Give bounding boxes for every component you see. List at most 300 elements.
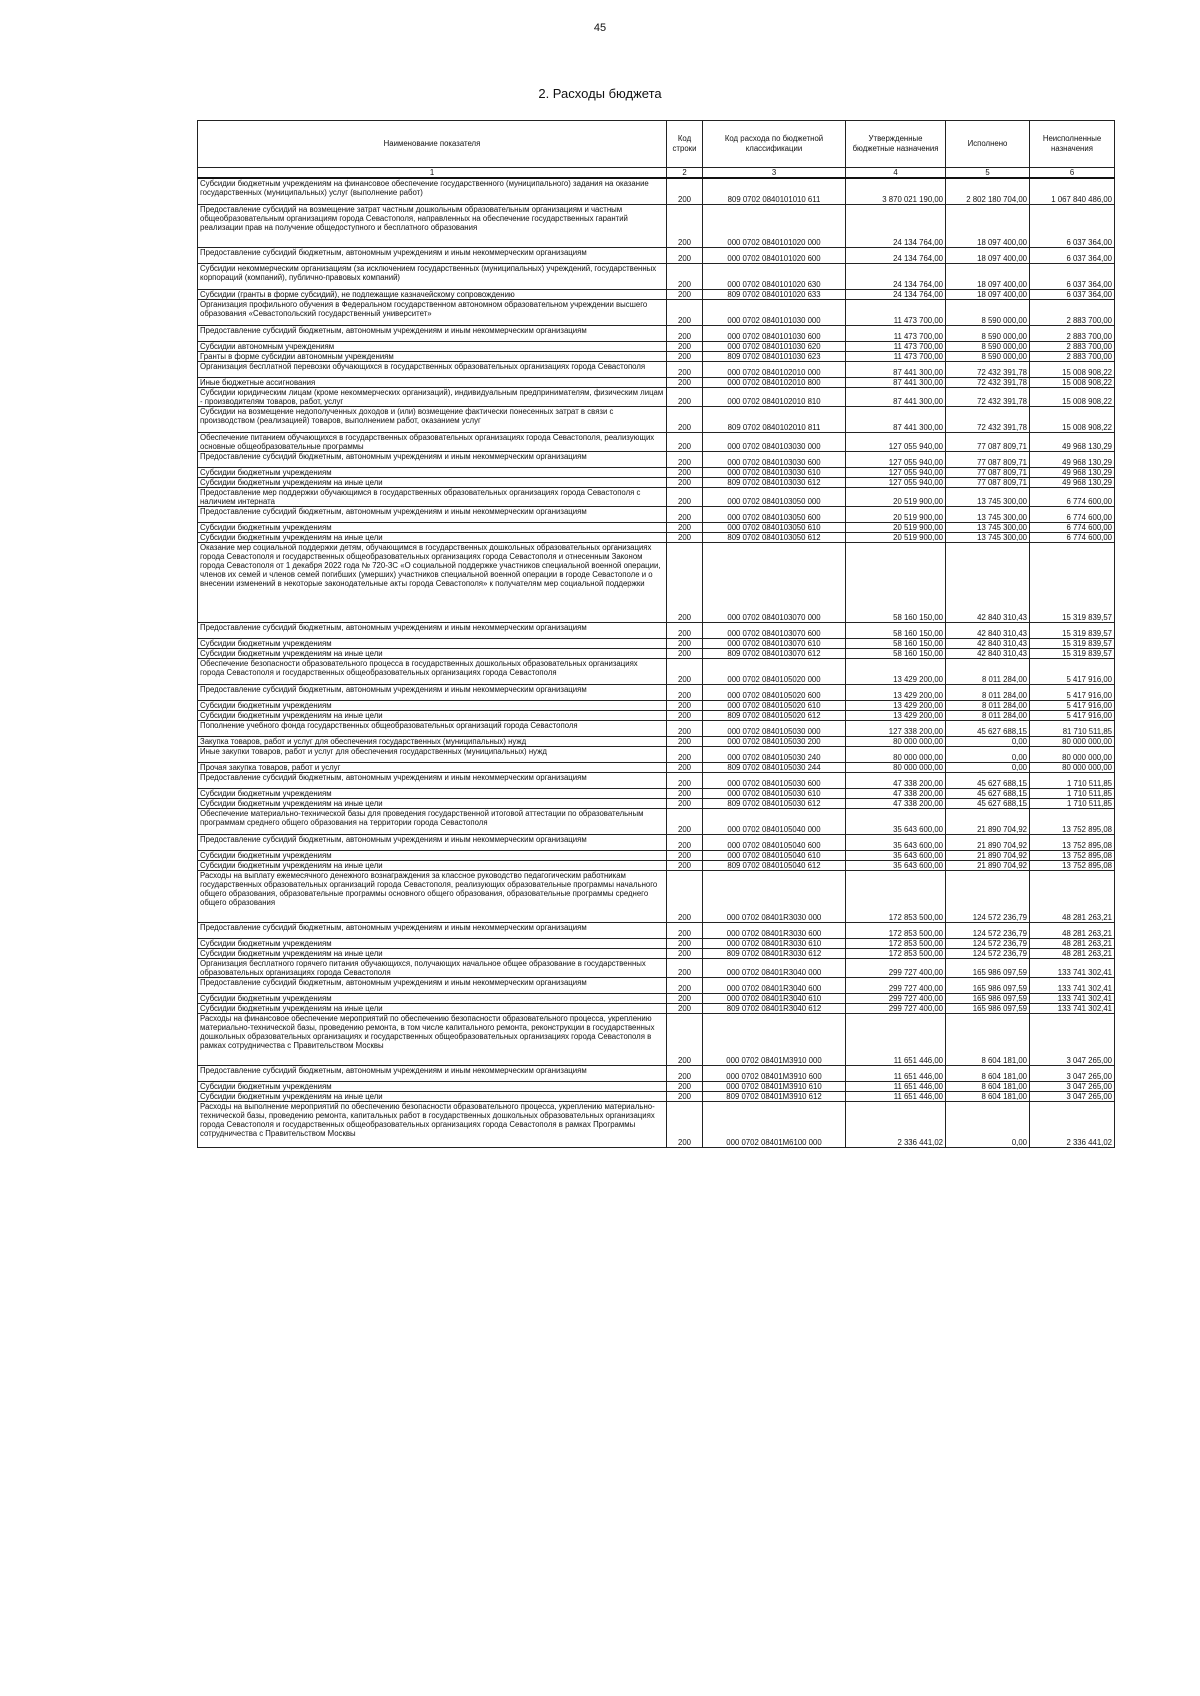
row-executed-cell: 8 590 000,00 <box>946 325 1030 341</box>
row-approved-cell: 20 519 900,00 <box>846 532 946 542</box>
row-classification-cell: 809 0702 0840105030 612 <box>703 798 846 808</box>
row-executed-cell: 8 604 181,00 <box>946 1013 1030 1065</box>
row-executed-cell: 42 840 310,43 <box>946 648 1030 658</box>
row-executed-cell: 8 011 284,00 <box>946 684 1030 700</box>
row-name-cell: Субсидии бюджетным учреждениям <box>198 1081 667 1091</box>
row-classification-cell: 000 0702 08401M3910 610 <box>703 1081 846 1091</box>
row-unexecuted-cell: 1 067 840 486,00 <box>1030 178 1115 204</box>
row-executed-cell: 21 890 704,92 <box>946 860 1030 870</box>
row-approved-cell: 127 338 200,00 <box>846 720 946 736</box>
row-unexecuted-cell: 5 417 916,00 <box>1030 700 1115 710</box>
row-unexecuted-cell: 6 774 600,00 <box>1030 532 1115 542</box>
row-unexecuted-cell: 2 883 700,00 <box>1030 351 1115 361</box>
table-row <box>198 700 1115 710</box>
row-classification-cell: 809 0702 0840103070 612 <box>703 648 846 658</box>
table-row <box>198 684 1115 700</box>
row-classification-cell: 000 0702 08401R3040 000 <box>703 958 846 977</box>
row-unexecuted-cell: 13 752 895,08 <box>1030 860 1115 870</box>
row-approved-cell: 35 643 600,00 <box>846 850 946 860</box>
row-unexecuted-cell: 2 336 441,02 <box>1030 1101 1115 1147</box>
row-approved-cell: 58 160 150,00 <box>846 638 946 648</box>
row-name-cell: Расходы на выплату ежемесячного денежного вознаграждения за классное руководство педагогическим работникам государственных образовательных организаций города Севастополя, реализующих образовательные программы начального общего образования, образовательные программы основного общего образования, образовательные программы среднего общего образования <box>198 870 667 922</box>
row-code-cell: 200 <box>667 506 703 522</box>
row-approved-cell: 13 429 200,00 <box>846 710 946 720</box>
row-code-cell: 200 <box>667 387 703 406</box>
row-classification-cell: 000 0702 0840105020 000 <box>703 658 846 684</box>
row-unexecuted-cell: 6 037 364,00 <box>1030 204 1115 247</box>
row-code-cell: 200 <box>667 762 703 772</box>
row-executed-cell: 124 572 236,79 <box>946 938 1030 948</box>
row-executed-cell: 45 627 688,15 <box>946 798 1030 808</box>
row-unexecuted-cell: 5 417 916,00 <box>1030 710 1115 720</box>
row-approved-cell: 35 643 600,00 <box>846 834 946 850</box>
row-code-cell: 200 <box>667 477 703 487</box>
row-unexecuted-cell: 133 741 302,41 <box>1030 993 1115 1003</box>
row-name-cell: Обеспечение безопасности образовательного процесса в государственных дошкольных образовательных организациях города Севастополя и государственных общеобразовательных организациях города Севастополя <box>198 658 667 684</box>
row-unexecuted-cell: 80 000 000,00 <box>1030 762 1115 772</box>
row-classification-cell: 000 0702 0840102010 000 <box>703 361 846 377</box>
table-row <box>198 658 1115 684</box>
row-classification-cell: 000 0702 0840101020 600 <box>703 247 846 263</box>
table-row <box>198 993 1115 1003</box>
row-approved-cell: 47 338 200,00 <box>846 772 946 788</box>
table-row <box>198 977 1115 993</box>
row-name-cell: Субсидии бюджетным учреждениям <box>198 522 667 532</box>
row-approved-cell: 299 727 400,00 <box>846 1003 946 1013</box>
row-unexecuted-cell: 1 710 511,85 <box>1030 772 1115 788</box>
row-unexecuted-cell: 2 883 700,00 <box>1030 299 1115 325</box>
row-code-cell: 200 <box>667 532 703 542</box>
row-executed-cell: 0,00 <box>946 1101 1030 1147</box>
row-name-cell: Предоставление субсидий бюджетным, автономным учреждениям и иным некоммерческим организациям <box>198 622 667 638</box>
row-unexecuted-cell: 2 883 700,00 <box>1030 341 1115 351</box>
row-approved-cell: 87 441 300,00 <box>846 387 946 406</box>
row-classification-cell: 000 0702 0840101020 000 <box>703 204 846 247</box>
row-name-cell: Субсидии бюджетным учреждениям на иные цели <box>198 1091 667 1101</box>
row-executed-cell: 77 087 809,71 <box>946 467 1030 477</box>
row-executed-cell: 13 745 300,00 <box>946 506 1030 522</box>
row-classification-cell: 000 0702 08401R3040 600 <box>703 977 846 993</box>
row-executed-cell: 72 432 391,78 <box>946 377 1030 387</box>
row-unexecuted-cell: 1 710 511,85 <box>1030 798 1115 808</box>
row-name-cell: Обеспечение материально-технической базы для проведения государственной итоговой аттестации по образовательным программам среднего общего образования на территории города Севастополя <box>198 808 667 834</box>
row-name-cell: Субсидии бюджетным учреждениям на иные цели <box>198 532 667 542</box>
column-number: 5 <box>946 168 1030 179</box>
row-classification-cell: 000 0702 0840103030 600 <box>703 451 846 467</box>
row-executed-cell: 8 011 284,00 <box>946 658 1030 684</box>
row-code-cell: 200 <box>667 977 703 993</box>
column-number: 1 <box>198 168 667 179</box>
row-executed-cell: 8 011 284,00 <box>946 700 1030 710</box>
row-executed-cell: 18 097 400,00 <box>946 247 1030 263</box>
table-row <box>198 788 1115 798</box>
row-name-cell: Субсидии бюджетным учреждениям <box>198 638 667 648</box>
row-executed-cell: 0,00 <box>946 762 1030 772</box>
row-name-cell: Предоставление субсидий бюджетным, автономным учреждениям и иным некоммерческим организациям <box>198 922 667 938</box>
row-code-cell: 200 <box>667 850 703 860</box>
row-classification-cell: 000 0702 0840103050 600 <box>703 506 846 522</box>
table-row <box>198 638 1115 648</box>
row-name-cell: Прочая закупка товаров, работ и услуг <box>198 762 667 772</box>
row-code-cell: 200 <box>667 432 703 451</box>
table-row <box>198 487 1115 506</box>
row-name-cell: Субсидии бюджетным учреждениям на иные цели <box>198 477 667 487</box>
row-executed-cell: 45 627 688,15 <box>946 788 1030 798</box>
row-approved-cell: 58 160 150,00 <box>846 648 946 658</box>
row-approved-cell: 80 000 000,00 <box>846 746 946 762</box>
row-approved-cell: 80 000 000,00 <box>846 736 946 746</box>
row-approved-cell: 172 853 500,00 <box>846 938 946 948</box>
row-name-cell: Пополнение учебного фонда государственных общеобразовательных организаций города Севастополя <box>198 720 667 736</box>
table-row <box>198 860 1115 870</box>
column-number: 4 <box>846 168 946 179</box>
header-executed: Исполнено <box>946 121 1030 168</box>
row-executed-cell: 165 986 097,59 <box>946 993 1030 1003</box>
row-executed-cell: 8 604 181,00 <box>946 1091 1030 1101</box>
page-number: 45 <box>593 22 607 34</box>
row-executed-cell: 72 432 391,78 <box>946 361 1030 377</box>
table-row <box>198 1101 1115 1147</box>
table-body <box>198 178 1115 1147</box>
row-unexecuted-cell: 133 741 302,41 <box>1030 1003 1115 1013</box>
row-approved-cell: 2 336 441,02 <box>846 1101 946 1147</box>
row-code-cell: 200 <box>667 870 703 922</box>
row-unexecuted-cell: 80 000 000,00 <box>1030 746 1115 762</box>
row-unexecuted-cell: 15 008 908,22 <box>1030 406 1115 432</box>
row-executed-cell: 18 097 400,00 <box>946 289 1030 299</box>
row-code-cell: 200 <box>667 263 703 289</box>
row-classification-cell: 809 0702 0840102010 811 <box>703 406 846 432</box>
row-code-cell: 200 <box>667 487 703 506</box>
row-name-cell: Субсидии бюджетным учреждениям <box>198 700 667 710</box>
row-classification-cell: 000 0702 08401M3910 600 <box>703 1065 846 1081</box>
row-executed-cell: 72 432 391,78 <box>946 387 1030 406</box>
table-row <box>198 204 1115 247</box>
row-approved-cell: 11 473 700,00 <box>846 341 946 351</box>
row-executed-cell: 165 986 097,59 <box>946 977 1030 993</box>
row-unexecuted-cell: 1 710 511,85 <box>1030 788 1115 798</box>
row-code-cell: 200 <box>667 648 703 658</box>
row-name-cell: Субсидии бюджетным учреждениям <box>198 938 667 948</box>
row-code-cell: 200 <box>667 658 703 684</box>
row-code-cell: 200 <box>667 1013 703 1065</box>
column-number: 3 <box>703 168 846 179</box>
row-classification-cell: 000 0702 0840101030 000 <box>703 299 846 325</box>
row-name-cell: Субсидии бюджетным учреждениям на иные цели <box>198 1003 667 1013</box>
row-code-cell: 200 <box>667 178 703 204</box>
row-unexecuted-cell: 6 037 364,00 <box>1030 289 1115 299</box>
row-name-cell: Субсидии бюджетным учреждениям <box>198 850 667 860</box>
page-title: 2. Расходы бюджета <box>538 86 662 101</box>
row-approved-cell: 87 441 300,00 <box>846 377 946 387</box>
row-name-cell: Гранты в форме субсидии автономным учреждениям <box>198 351 667 361</box>
row-executed-cell: 13 745 300,00 <box>946 487 1030 506</box>
row-code-cell: 200 <box>667 808 703 834</box>
table-row <box>198 477 1115 487</box>
header-class-code: Код расхода по бюджетной классификации <box>703 121 846 168</box>
row-classification-cell: 809 0702 0840103030 612 <box>703 477 846 487</box>
row-classification-cell: 000 0702 0840105030 610 <box>703 788 846 798</box>
row-classification-cell: 809 0702 0840101010 611 <box>703 178 846 204</box>
row-unexecuted-cell: 15 319 839,57 <box>1030 622 1115 638</box>
row-classification-cell: 809 0702 0840101030 623 <box>703 351 846 361</box>
table-row <box>198 808 1115 834</box>
table-row <box>198 299 1115 325</box>
table-row <box>198 1003 1115 1013</box>
row-approved-cell: 11 473 700,00 <box>846 325 946 341</box>
row-name-cell: Организация бесплатного горячего питания обучающихся, получающих начальное общее образование в государственных образовательных организациях города Севастополя <box>198 958 667 977</box>
row-approved-cell: 24 134 764,00 <box>846 263 946 289</box>
row-unexecuted-cell: 49 968 130,29 <box>1030 451 1115 467</box>
row-approved-cell: 47 338 200,00 <box>846 798 946 808</box>
table-header-row <box>198 121 1115 168</box>
table-row <box>198 746 1115 762</box>
row-code-cell: 200 <box>667 1065 703 1081</box>
row-approved-cell: 299 727 400,00 <box>846 958 946 977</box>
row-executed-cell: 77 087 809,71 <box>946 477 1030 487</box>
row-executed-cell: 42 840 310,43 <box>946 542 1030 622</box>
row-classification-cell: 809 0702 0840105030 244 <box>703 762 846 772</box>
row-unexecuted-cell: 49 968 130,29 <box>1030 477 1115 487</box>
row-approved-cell: 58 160 150,00 <box>846 542 946 622</box>
row-code-cell: 200 <box>667 341 703 351</box>
row-unexecuted-cell: 48 281 263,21 <box>1030 948 1115 958</box>
row-executed-cell: 45 627 688,15 <box>946 720 1030 736</box>
row-name-cell: Оказание мер социальной поддержки детям, обучающимся в государственных дошкольных образовательных организациях города Севастополя и государственных общеобразовательных организациях города Севастополя и отнесенным Законом города Севастополя от 1 декабря 2022 года № 720-ЗС «О социальной поддержке участников специальной военной операции, членов их семей и членов семей погибших (умерших) участников специальной военной операции в городе Севастополе и о внесении изменений в некоторые законодательные акты города Севастополя» к получателям мер социальной поддержки <box>198 542 667 622</box>
row-unexecuted-cell: 15 319 839,57 <box>1030 542 1115 622</box>
row-code-cell: 200 <box>667 377 703 387</box>
row-code-cell: 200 <box>667 451 703 467</box>
table-row <box>198 377 1115 387</box>
row-classification-cell: 000 0702 0840103070 610 <box>703 638 846 648</box>
table-row <box>198 870 1115 922</box>
table-row <box>198 406 1115 432</box>
row-name-cell: Субсидии бюджетным учреждениям на финансовое обеспечение государственного (муниципального) задания на оказание государственных (муниципальных) услуг (выполнение работ) <box>198 178 667 204</box>
row-name-cell: Субсидии некоммерческим организациям (за исключением государственных (муниципальных) учреждений, государственных корпораций (компаний), публично-правовых компаний) <box>198 263 667 289</box>
row-code-cell: 200 <box>667 542 703 622</box>
row-executed-cell: 8 011 284,00 <box>946 710 1030 720</box>
row-code-cell: 200 <box>667 860 703 870</box>
row-unexecuted-cell: 13 752 895,08 <box>1030 834 1115 850</box>
row-approved-cell: 127 055 940,00 <box>846 451 946 467</box>
row-name-cell: Иные бюджетные ассигнования <box>198 377 667 387</box>
row-approved-cell: 24 134 764,00 <box>846 289 946 299</box>
row-code-cell: 200 <box>667 772 703 788</box>
row-code-cell: 200 <box>667 299 703 325</box>
row-unexecuted-cell: 5 417 916,00 <box>1030 658 1115 684</box>
row-executed-cell: 42 840 310,43 <box>946 622 1030 638</box>
row-unexecuted-cell: 81 710 511,85 <box>1030 720 1115 736</box>
row-classification-cell: 000 0702 0840103070 600 <box>703 622 846 638</box>
row-executed-cell: 21 890 704,92 <box>946 834 1030 850</box>
row-unexecuted-cell: 48 281 263,21 <box>1030 938 1115 948</box>
row-name-cell: Предоставление субсидий бюджетным, автономным учреждениям и иным некоммерческим организациям <box>198 1065 667 1081</box>
row-name-cell: Предоставление субсидий бюджетным, автономным учреждениям и иным некоммерческим организациям <box>198 772 667 788</box>
row-approved-cell: 20 519 900,00 <box>846 522 946 532</box>
row-classification-cell: 000 0702 0840103030 610 <box>703 467 846 477</box>
table-row <box>198 432 1115 451</box>
row-name-cell: Предоставление субсидий бюджетным, автономным учреждениям и иным некоммерческим организациям <box>198 247 667 263</box>
row-code-cell: 200 <box>667 247 703 263</box>
table-row <box>198 351 1115 361</box>
row-code-cell: 200 <box>667 746 703 762</box>
row-code-cell: 200 <box>667 834 703 850</box>
row-code-cell: 200 <box>667 684 703 700</box>
row-approved-cell: 13 429 200,00 <box>846 684 946 700</box>
row-approved-cell: 13 429 200,00 <box>846 658 946 684</box>
table-row <box>198 542 1115 622</box>
row-classification-cell: 000 0702 0840105020 610 <box>703 700 846 710</box>
row-unexecuted-cell: 15 008 908,22 <box>1030 387 1115 406</box>
row-code-cell: 200 <box>667 948 703 958</box>
row-unexecuted-cell: 13 752 895,08 <box>1030 808 1115 834</box>
row-name-cell: Предоставление субсидий бюджетным, автономным учреждениям и иным некоммерческим организациям <box>198 506 667 522</box>
table-row <box>198 247 1115 263</box>
row-name-cell: Предоставление субсидий бюджетным, автономным учреждениям и иным некоммерческим организациям <box>198 451 667 467</box>
row-approved-cell: 20 519 900,00 <box>846 506 946 522</box>
row-unexecuted-cell: 15 319 839,57 <box>1030 638 1115 648</box>
row-approved-cell: 80 000 000,00 <box>846 762 946 772</box>
table-row <box>198 1091 1115 1101</box>
row-classification-cell: 809 0702 08401M3910 612 <box>703 1091 846 1101</box>
row-classification-cell: 809 0702 0840103050 612 <box>703 532 846 542</box>
row-executed-cell: 18 097 400,00 <box>946 204 1030 247</box>
row-name-cell: Субсидии автономным учреждениям <box>198 341 667 351</box>
table-row <box>198 720 1115 736</box>
row-executed-cell: 77 087 809,71 <box>946 432 1030 451</box>
row-classification-cell: 000 0702 0840105030 240 <box>703 746 846 762</box>
row-code-cell: 200 <box>667 700 703 710</box>
row-unexecuted-cell: 3 047 265,00 <box>1030 1013 1115 1065</box>
row-executed-cell: 72 432 391,78 <box>946 406 1030 432</box>
row-code-cell: 200 <box>667 289 703 299</box>
row-code-cell: 200 <box>667 622 703 638</box>
row-code-cell: 200 <box>667 351 703 361</box>
table-row <box>198 762 1115 772</box>
row-approved-cell: 11 473 700,00 <box>846 299 946 325</box>
row-classification-cell: 000 0702 0840101030 620 <box>703 341 846 351</box>
row-unexecuted-cell: 3 047 265,00 <box>1030 1091 1115 1101</box>
row-unexecuted-cell: 6 037 364,00 <box>1030 263 1115 289</box>
row-approved-cell: 299 727 400,00 <box>846 977 946 993</box>
row-classification-cell: 000 0702 0840105040 000 <box>703 808 846 834</box>
row-executed-cell: 0,00 <box>946 746 1030 762</box>
row-classification-cell: 000 0702 08401R3030 610 <box>703 938 846 948</box>
column-number-row <box>198 168 1115 179</box>
header-unexecuted: Неисполненные назначения <box>1030 121 1115 168</box>
row-executed-cell: 124 572 236,79 <box>946 922 1030 938</box>
row-unexecuted-cell: 13 752 895,08 <box>1030 850 1115 860</box>
row-unexecuted-cell: 80 000 000,00 <box>1030 736 1115 746</box>
table-row <box>198 289 1115 299</box>
row-code-cell: 200 <box>667 638 703 648</box>
row-code-cell: 200 <box>667 710 703 720</box>
row-executed-cell: 8 590 000,00 <box>946 351 1030 361</box>
table-row <box>198 1081 1115 1091</box>
row-executed-cell: 8 604 181,00 <box>946 1081 1030 1091</box>
row-code-cell: 200 <box>667 1003 703 1013</box>
row-unexecuted-cell: 6 774 600,00 <box>1030 506 1115 522</box>
table-row <box>198 1065 1115 1081</box>
table-row <box>198 648 1115 658</box>
row-classification-cell: 809 0702 08401R3030 612 <box>703 948 846 958</box>
row-classification-cell: 000 0702 08401R3040 610 <box>703 993 846 1003</box>
row-unexecuted-cell: 3 047 265,00 <box>1030 1081 1115 1091</box>
row-approved-cell: 11 651 446,00 <box>846 1065 946 1081</box>
row-unexecuted-cell: 3 047 265,00 <box>1030 1065 1115 1081</box>
row-name-cell: Предоставление субсидий бюджетным, автономным учреждениям и иным некоммерческим организациям <box>198 684 667 700</box>
row-name-cell: Субсидии бюджетным учреждениям <box>198 993 667 1003</box>
table-row <box>198 622 1115 638</box>
row-classification-cell: 809 0702 0840101020 633 <box>703 289 846 299</box>
row-code-cell: 200 <box>667 325 703 341</box>
row-executed-cell: 0,00 <box>946 736 1030 746</box>
row-code-cell: 200 <box>667 993 703 1003</box>
row-unexecuted-cell: 15 008 908,22 <box>1030 361 1115 377</box>
table-row <box>198 922 1115 938</box>
row-executed-cell: 165 986 097,59 <box>946 958 1030 977</box>
row-approved-cell: 172 853 500,00 <box>846 922 946 938</box>
row-classification-cell: 000 0702 0840101030 600 <box>703 325 846 341</box>
row-code-cell: 200 <box>667 406 703 432</box>
row-name-cell: Субсидии бюджетным учреждениям на иные цели <box>198 860 667 870</box>
row-code-cell: 200 <box>667 361 703 377</box>
row-classification-cell: 000 0702 08401M6100 000 <box>703 1101 846 1147</box>
row-approved-cell: 20 519 900,00 <box>846 487 946 506</box>
row-name-cell: Субсидии бюджетным учреждениям <box>198 467 667 477</box>
row-executed-cell: 2 802 180 704,00 <box>946 178 1030 204</box>
row-name-cell: Закупка товаров, работ и услуг для обеспечения государственных (муниципальных) нужд <box>198 736 667 746</box>
row-executed-cell: 8 590 000,00 <box>946 341 1030 351</box>
row-name-cell: Расходы на выполнение мероприятий по обеспечению безопасности образовательного процесса, укреплению материально-технической базы, проведению ремонта, капитальных работ в государственных дошкольных образовательных организациях города Севастополя и государственных общеобразовательных организациях города Севастополя в рамках Программы сотрудничества с Правительством Москвы <box>198 1101 667 1147</box>
row-executed-cell: 124 572 236,79 <box>946 870 1030 922</box>
row-classification-cell: 000 0702 0840102010 800 <box>703 377 846 387</box>
row-executed-cell: 165 986 097,59 <box>946 1003 1030 1013</box>
header-name: Наименование показателя <box>198 121 667 168</box>
table-row <box>198 361 1115 377</box>
row-code-cell: 200 <box>667 958 703 977</box>
row-code-cell: 200 <box>667 204 703 247</box>
row-unexecuted-cell: 6 037 364,00 <box>1030 247 1115 263</box>
row-classification-cell: 000 0702 0840105030 600 <box>703 772 846 788</box>
row-approved-cell: 24 134 764,00 <box>846 204 946 247</box>
row-classification-cell: 000 0702 0840105040 610 <box>703 850 846 860</box>
row-approved-cell: 35 643 600,00 <box>846 808 946 834</box>
row-executed-cell: 13 745 300,00 <box>946 532 1030 542</box>
table-row <box>198 532 1115 542</box>
table-row <box>198 467 1115 477</box>
row-classification-cell: 000 0702 0840105030 200 <box>703 736 846 746</box>
row-executed-cell: 124 572 236,79 <box>946 948 1030 958</box>
row-code-cell: 200 <box>667 522 703 532</box>
header-code: Код строки <box>667 121 703 168</box>
table-row <box>198 1013 1115 1065</box>
row-name-cell: Расходы на финансовое обеспечение мероприятий по обеспечению безопасности образовательного процесса, укреплению материально-технической базы, проведению ремонта, в том числе капитального ремонта, реконструкции в государственных дошкольных образовательных организациях и государственных общеобразовательных организациях города Севастополя в рамках сотрудничества с Правительством Москвы <box>198 1013 667 1065</box>
row-approved-cell: 87 441 300,00 <box>846 361 946 377</box>
row-executed-cell: 45 627 688,15 <box>946 772 1030 788</box>
table-row <box>198 948 1115 958</box>
row-name-cell: Субсидии бюджетным учреждениям на иные цели <box>198 948 667 958</box>
row-approved-cell: 3 870 021 190,00 <box>846 178 946 204</box>
row-name-cell: Предоставление мер поддержки обучающимся в государственных образовательных организациях города Севастополя с наличием интерната <box>198 487 667 506</box>
row-code-cell: 200 <box>667 720 703 736</box>
row-name-cell: Организация профильного обучения в Федеральном государственном автономном образовательном учреждении высшего образования «Севастопольский государственный университет» <box>198 299 667 325</box>
row-approved-cell: 11 651 446,00 <box>846 1091 946 1101</box>
table-row <box>198 736 1115 746</box>
row-classification-cell: 000 0702 0840102010 810 <box>703 387 846 406</box>
row-classification-cell: 000 0702 0840103050 610 <box>703 522 846 532</box>
row-unexecuted-cell: 5 417 916,00 <box>1030 684 1115 700</box>
